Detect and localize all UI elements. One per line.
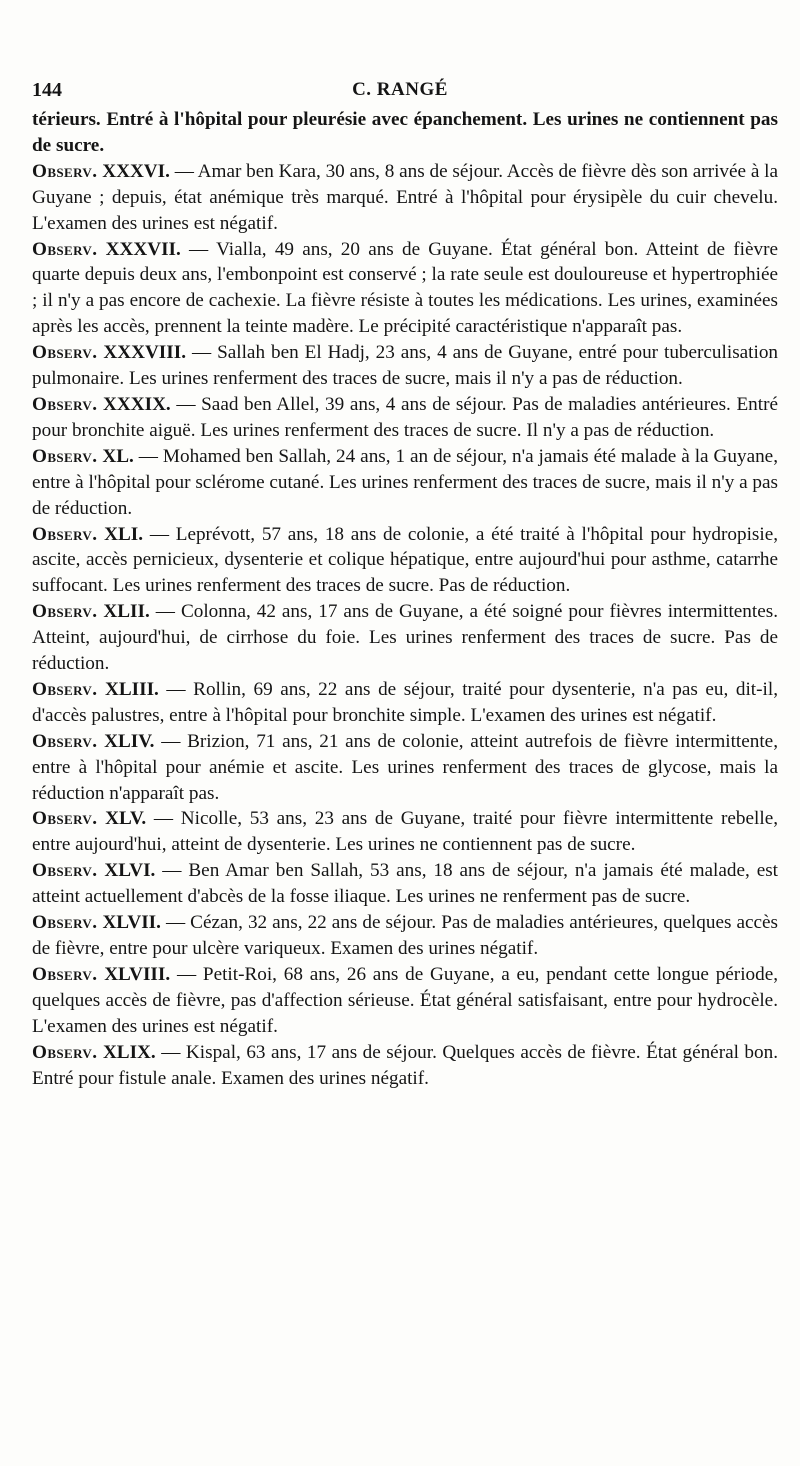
- observation-number: XLII.: [103, 601, 150, 623]
- observation-text: — Nicolle, 53 ans, 23 ans de Guyane, traité pour fièvre intermittente rebelle, entre aujourd'hui, atteint de dysenterie. Les urines ne contiennent pas de sucre.: [32, 808, 779, 856]
- running-head: C. RANGÉ: [352, 79, 448, 100]
- observations-text: [32, 107, 778, 1091]
- observation-label: Observ.: [32, 860, 98, 882]
- continued-paragraph: térieurs. Entré à l'hôpital pour pleurésie avec épanchement. Les urines ne contiennent pas de sucre.: [32, 109, 778, 156]
- observation-number: XLI.: [104, 523, 144, 545]
- observation-45: [32, 806, 778, 858]
- observation-47: [32, 910, 778, 962]
- observation-text: — Ben Amar ben Sallah, 53 ans, 18 ans de séjour, n'a jamais été malade, est atteint actuellement d'abcès de la fosse iliaque. Les urines ne renferment pas de sucre.: [32, 860, 779, 908]
- observation-36: [32, 159, 778, 237]
- observation-48: [32, 962, 778, 1040]
- observation-label: Observ.: [32, 160, 98, 182]
- observation-number: XXXVIII.: [103, 342, 186, 364]
- observation-label: Observ.: [32, 678, 98, 700]
- observation-number: XXXVI.: [102, 160, 170, 182]
- observation-text: — Leprévott, 57 ans, 18 ans de colonie, a été traité à l'hôpital pour hydropisie, ascite, accès pernicieux, dysenterie et colique hépatique, entre aujourd'hui pour asthme, catarrhe suffocant. Les urines renferment des traces de sucre. Pas de réduction.: [32, 523, 779, 597]
- observation-label: Observ.: [32, 963, 98, 985]
- observation-46: [32, 858, 778, 910]
- observation-label: Observ.: [32, 393, 98, 415]
- observation-number: XLVI.: [104, 860, 156, 882]
- observation-text: — Petit-Roi, 68 ans, 26 ans de Guyane, a eu, pendant cette longue période, quelques accès de fièvre, pas d'affection sérieuse. État général satisfaisant, entre pour hydrocèle. L'examen des urines est négatif.: [32, 963, 779, 1037]
- observation-text: — Colonna, 42 ans, 17 ans de Guyane, a été soigné pour fièvres intermittentes. Atteint, aujourd'hui, de cirrhose du foie. Les urines renferment des traces de sucre. Pas de réduction.: [32, 601, 779, 675]
- observation-text: — Mohamed ben Sallah, 24 ans, 1 an de séjour, n'a jamais été malade à la Guyane, entre à l'hôpital pour sclérome cutané. Les urines renferment des traces de sucre, mais il n'y a pas de réduction.: [32, 445, 778, 519]
- observation-label: Observ.: [32, 601, 98, 623]
- observation-text: — Rollin, 69 ans, 22 ans de séjour, traité pour dysenterie, n'a pas eu, dit-il, d'accès palustres, entre à l'hôpital pour bronchite simple. L'examen des urines est négatif.: [32, 678, 778, 726]
- observation-39: [32, 392, 778, 444]
- observation-label: Observ.: [32, 523, 98, 545]
- observation-text: — Cézan, 32 ans, 22 ans de séjour. Pas de maladies antérieures, quelques accès de fièvre, entre pour ulcère variqueux. Examen des urines négatif.: [32, 912, 778, 959]
- observation-number: XLVIII.: [104, 963, 171, 985]
- observation-number: XXXVII.: [105, 238, 181, 260]
- observation-41: [32, 522, 778, 600]
- observation-text: — Amar ben Kara, 30 ans, 8 ans de séjour. Accès de fièvre dès son arrivée à la Guyane ; depuis, état anémique très marqué. Entré à l'hôpital pour érysipèle du cuir chevelu. L'examen des urines est négatif.: [32, 160, 779, 234]
- observation-42: [32, 599, 778, 677]
- observation-label: Observ.: [32, 445, 98, 467]
- observation-number: XLIII.: [104, 678, 159, 700]
- observation-44: [32, 729, 778, 807]
- observation-label: Observ.: [32, 342, 98, 364]
- observation-number: XLIV.: [104, 730, 155, 752]
- observation-text: — Kispal, 63 ans, 17 ans de séjour. Quelques accès de fièvre. État général bon. Entré pour fistule anale. Examen des urines négatif.: [32, 1041, 779, 1089]
- observation-49: [32, 1040, 778, 1092]
- observation-label: Observ.: [32, 808, 98, 830]
- page-number: 144: [32, 79, 62, 101]
- observation-label: Observ.: [32, 912, 98, 934]
- page-header: [32, 76, 768, 104]
- observation-label: Observ.: [32, 730, 98, 752]
- observation-text: — Brizion, 71 ans, 21 ans de colonie, atteint autrefois de fièvre intermittente, entre à l'hôpital pour anémie et ascite. Les urines renferment des traces de glycose, mais la réduction n'apparaît pas.: [32, 730, 778, 804]
- observation-40: [32, 444, 778, 522]
- observation-number: XXXIX.: [103, 393, 171, 415]
- observation-number: XLIX.: [102, 1041, 156, 1063]
- observation-label: Observ.: [32, 1041, 98, 1063]
- observation-label: Observ.: [32, 238, 98, 260]
- observation-number: XL.: [102, 445, 134, 467]
- observation-43: [32, 677, 778, 729]
- observation-37: [32, 237, 778, 341]
- observation-text: — Saad ben Allel, 39 ans, 4 ans de séjour. Pas de maladies antérieures. Entré pour bronchite aiguë. Les urines renferment des traces de sucre. Il n'y a pas de réduction.: [32, 393, 779, 441]
- observation-text: — Sallah ben El Hadj, 23 ans, 4 ans de Guyane, entré pour tuberculisation pulmonaire. Les urines renferment des traces de sucre, mais il n'y a pas de réduction.: [32, 342, 779, 390]
- observation-number: XLV.: [105, 808, 147, 830]
- observation-text: — Vialla, 49 ans, 20 ans de Guyane. État général bon. Atteint de fièvre quarte depuis deux ans, l'embonpoint est conservé ; la rate seule est douloureuse et hypertrophiée ; il n'y a pas encore de cachexie. La fièvre résiste à toutes les médications. Les urines, examinées après les accès, prennent la teinte madère. Le précipité caractéristique n'apparaît pas.: [32, 238, 779, 338]
- observation-number: XLVII.: [102, 912, 161, 934]
- observation-38: [32, 340, 778, 392]
